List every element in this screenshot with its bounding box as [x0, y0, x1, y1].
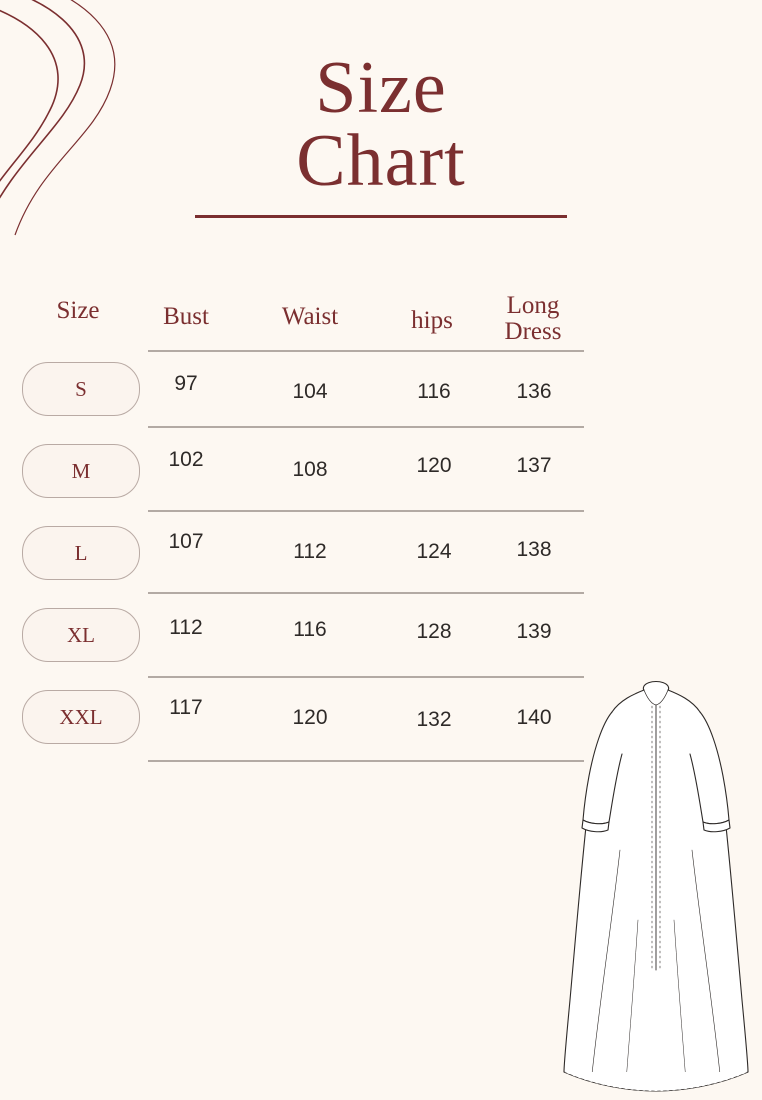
cell-long-dress: 137: [516, 454, 552, 477]
cell-hips: 132: [416, 708, 452, 731]
table-row: [0, 516, 762, 598]
row-divider: [148, 592, 584, 594]
page-title: [0, 47, 762, 218]
cell-long-dress: 138: [516, 538, 552, 561]
header-size: Size: [56, 297, 100, 324]
cell-long-dress: 139: [516, 620, 552, 643]
header-long-dress-line1: Long: [506, 292, 560, 319]
size-pill: XL: [22, 608, 140, 662]
cell-waist: 112: [293, 540, 327, 563]
long-dress-illustration: [556, 670, 756, 1100]
cell-waist: 104: [292, 380, 328, 403]
header-hips: hips: [411, 307, 453, 334]
cell-hips: 128: [416, 620, 452, 643]
cell-bust: 107: [168, 530, 204, 553]
table-row: [0, 598, 762, 680]
row-divider: [148, 676, 584, 678]
row-divider: [148, 760, 584, 762]
cell-bust: 112: [169, 616, 203, 639]
cell-bust: 117: [169, 696, 203, 719]
cell-bust: 102: [168, 448, 204, 471]
cell-bust: 97: [174, 372, 198, 395]
cell-waist: 120: [292, 706, 328, 729]
cell-long-dress: 140: [516, 706, 552, 729]
title-underline: [195, 215, 567, 218]
row-divider: [148, 510, 584, 512]
cell-hips: 120: [416, 454, 452, 477]
size-pill: XXL: [22, 690, 140, 744]
cell-waist: 116: [293, 618, 327, 641]
cell-hips: 124: [416, 540, 452, 563]
cell-hips: 116: [417, 380, 451, 403]
table-header-row: [0, 280, 762, 352]
title-line-2: Chart: [296, 119, 466, 202]
table-row: [0, 352, 762, 434]
cell-long-dress: 136: [516, 380, 552, 403]
size-pill: S: [22, 362, 140, 416]
header-waist: Waist: [281, 303, 339, 330]
cell-waist: 108: [292, 458, 328, 481]
size-pill: M: [22, 444, 140, 498]
title-line-1: Size: [315, 47, 447, 129]
header-bust: Bust: [163, 303, 209, 330]
size-pill: L: [22, 526, 140, 580]
table-row: [0, 434, 762, 516]
header-long-dress: [478, 293, 588, 346]
row-divider: [148, 426, 584, 428]
header-long-dress-line2: Dress: [504, 318, 562, 346]
